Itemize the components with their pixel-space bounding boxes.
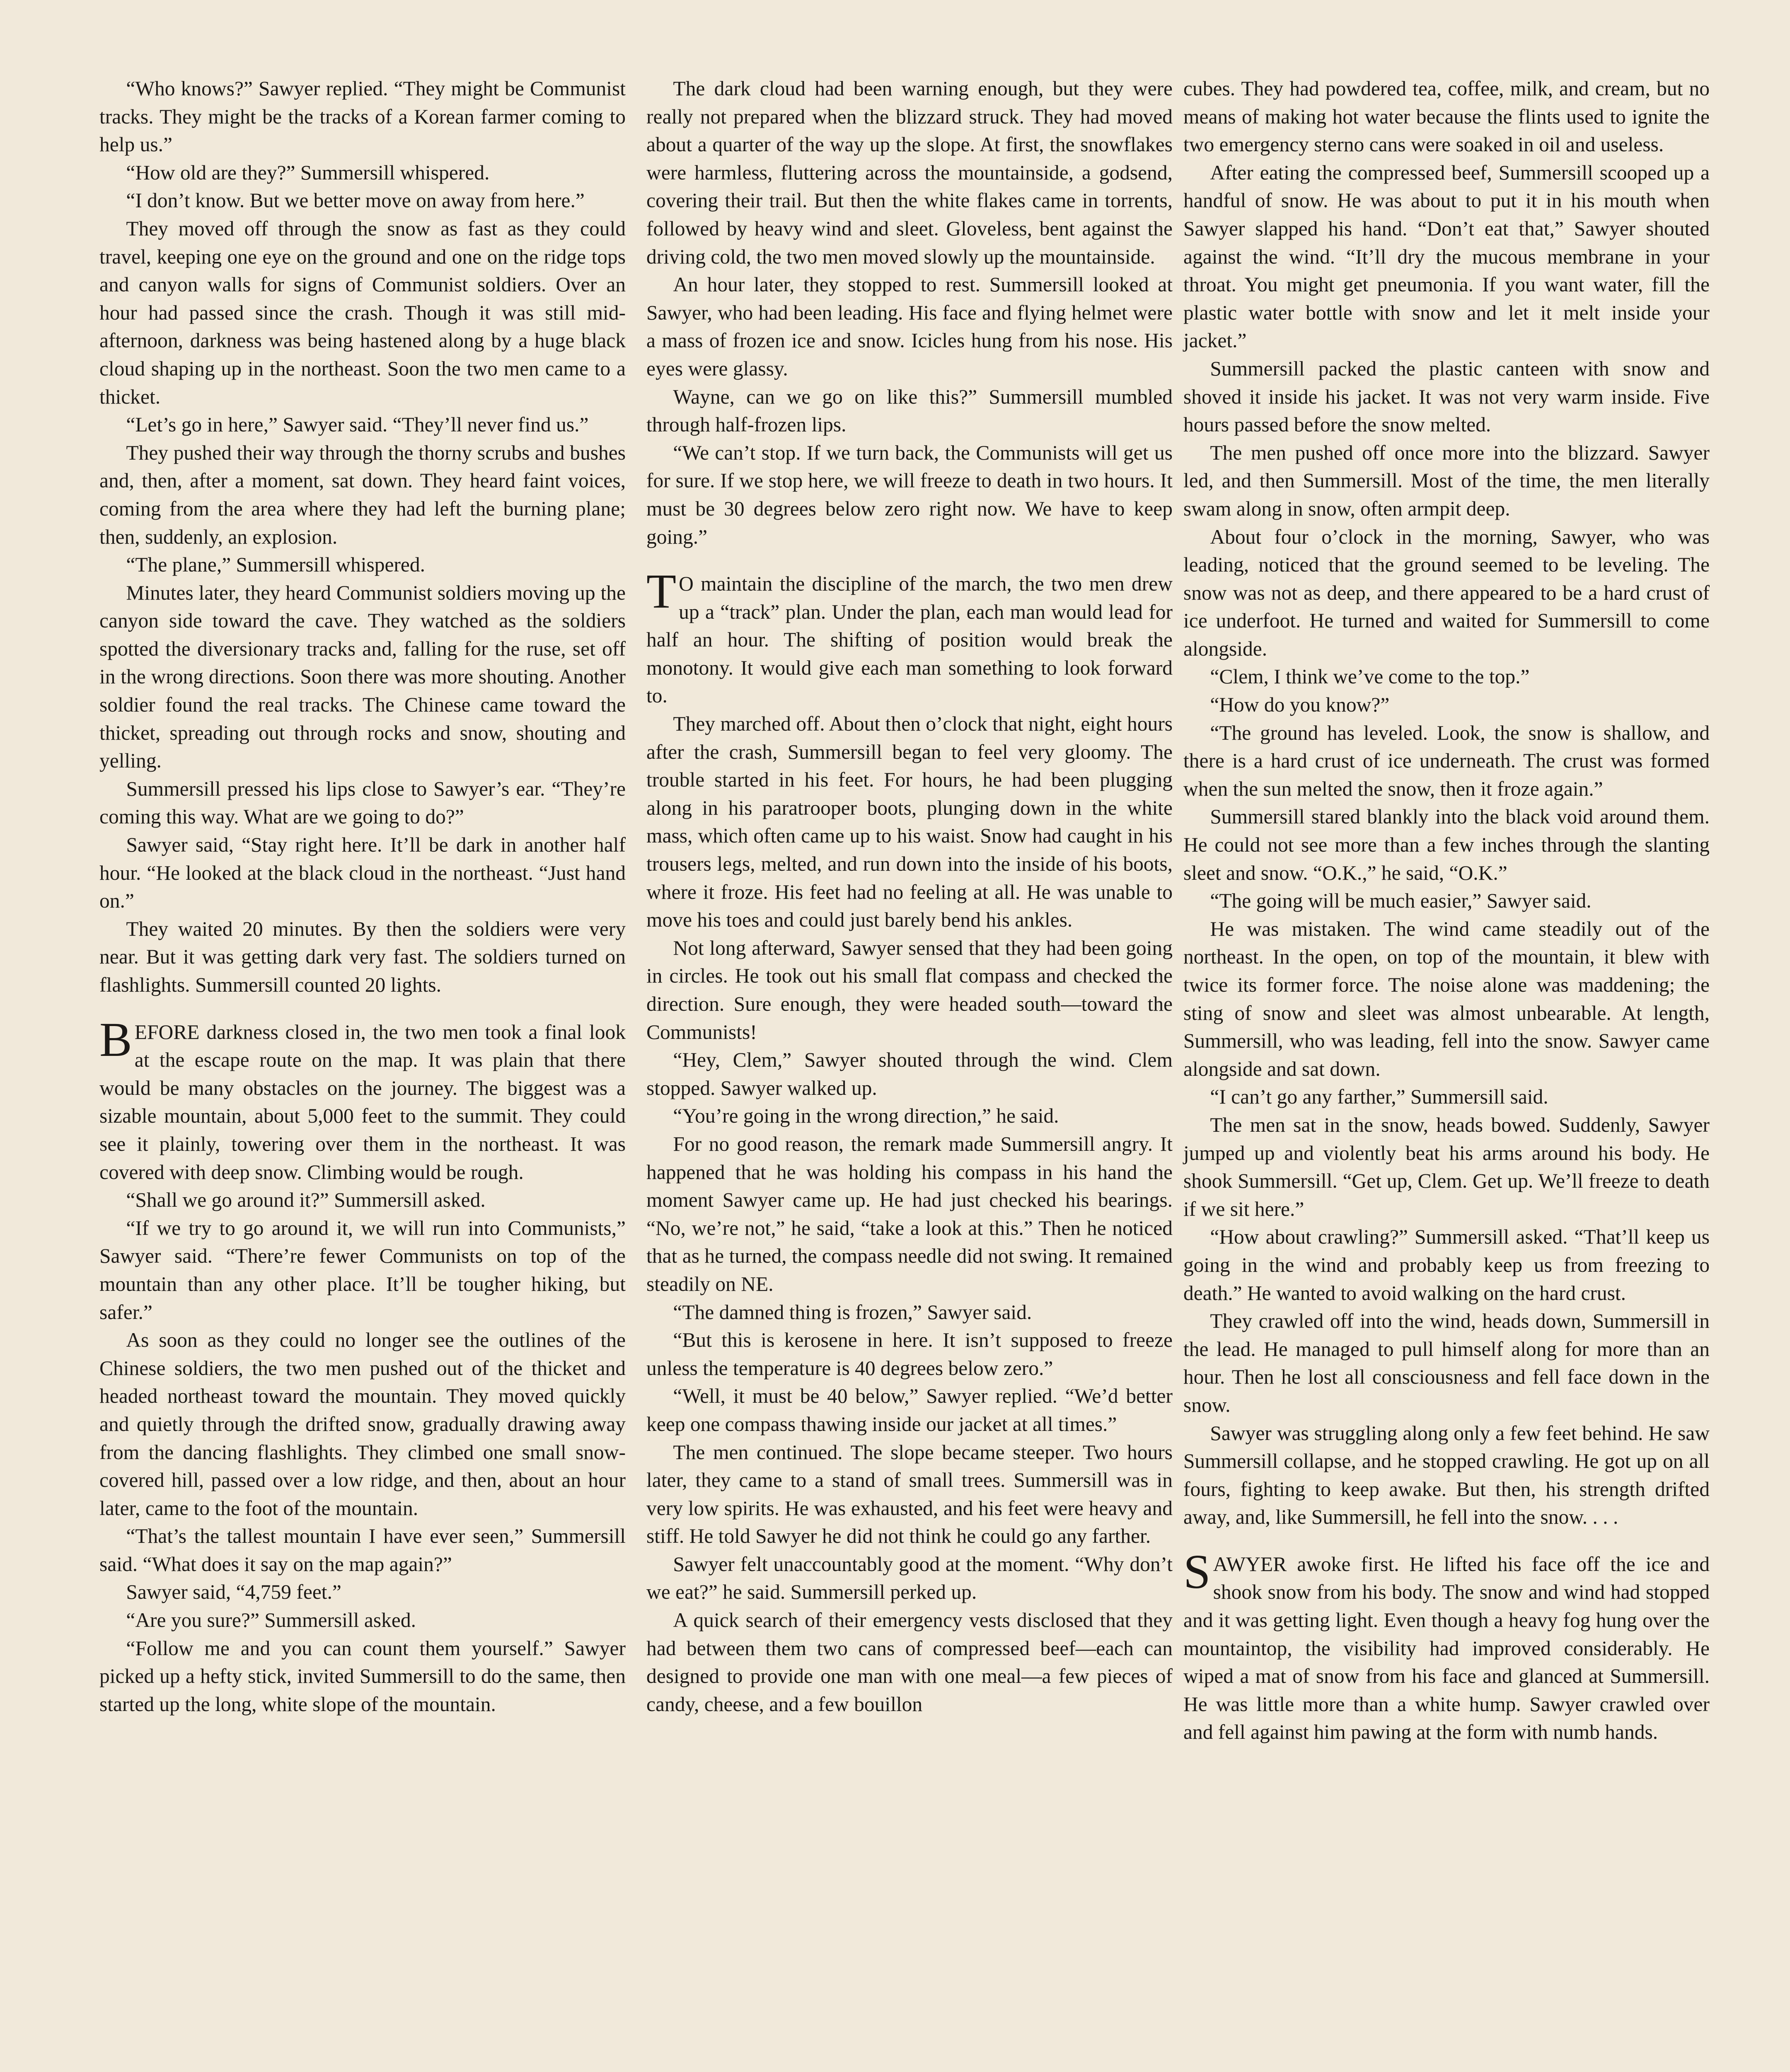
- paragraph: For no good reason, the remark made Summersill angry. It happened that he was holding his compass in his hand the moment Sawyer came up. He had just checked his bearings. “No, we’re not,” he said, “take a look at this.” Then he noticed that as he turned, the compass needle did not swing. It remained steadily on NE.: [646, 1132, 1173, 1295]
- paragraph: About four o’clock in the morning, Sawyer, who was leading, noticed that the ground seemed to be leveling. The snow was not as deep, and there appeared to be a hard crust of ice underfoot. He turned and waited for Summersill to come alongside.: [1183, 525, 1710, 660]
- drop-cap: T: [646, 564, 677, 619]
- paragraph: Summersill stared blankly into the black void around them. He could not see more than a few inches through the slanting sleet and snow. “O.K.,” he said, “O.K.”: [1183, 805, 1710, 884]
- paragraph: “But this is kerosene in here. It isn’t supposed to freeze unless the temperature is 40 degrees below zero.”: [646, 1329, 1173, 1380]
- paragraph: “Let’s go in here,” Sawyer said. “They’ll never find us.”: [126, 413, 589, 436]
- paragraph: Summersill packed the plastic canteen with snow and shoved it inside his jacket. It was not very warm inside. Five hours passed before the snow melted.: [1183, 357, 1710, 436]
- text-column-1: [99, 75, 626, 1718]
- section-opening-text: O maintain the discipline of the march, the two men drew up a “track” plan. Under the plan, each man would lead for half an hour. The shifting of position would break the monotony. It would give each man something to look forward to.: [646, 572, 1173, 707]
- paragraph: A quick search of their emergency vests disclosed that they had between them two cans of compressed beef—each can designed to provide one man with one meal—a few pieces of candy, cheese, and a few bouillon: [646, 1609, 1173, 1716]
- section-opening-paragraph: [646, 564, 1173, 710]
- paragraph: Sawyer felt unaccountably good at the moment. “Why don’t we eat?” he said. Summersill perked up.: [646, 1552, 1173, 1604]
- paragraph: Summersill pressed his lips close to Sawyer’s ear. “They’re coming this way. What are we going to do?”: [99, 777, 626, 828]
- paragraph: “Clem, I think we’ve come to the top.”: [1210, 665, 1530, 688]
- paragraph: “That’s the tallest mountain I have ever seen,” Summersill said. “What does it say on the map again?”: [99, 1525, 626, 1576]
- paragraph: Sawyer was struggling along only a few feet behind. He saw Summersill collapse, and he stopped crawling. He got up on all fours, fighting to keep awake. But then, his strength drifted away, and, like Summersill, he fell into the snow. . . .: [1183, 1421, 1710, 1529]
- paragraph: “Well, it must be 40 below,” Sawyer replied. “We’d better keep one compass thawing inside our jacket at all times.”: [646, 1385, 1173, 1435]
- paragraph: As soon as they could no longer see the outlines of the Chinese soldiers, the two men pushed out of the thicket and headed northeast toward the mountain. They moved quickly and quietly through the drifted snow, gradually drawing away from the dancing flashlights. They climbed one small snow-covered hill, passed over a low ridge, and then, about an hour later, came to the foot of the mountain.: [99, 1329, 626, 1520]
- paragraph: “I don’t know. But we better move on away from here.”: [126, 189, 585, 212]
- paragraph: The men pushed off once more into the blizzard. Sawyer led, and then Summersill. Most of the time, the men literally swam along in snow, often armpit deep.: [1183, 441, 1710, 520]
- paragraph: The men sat in the snow, heads bowed. Suddenly, Sawyer jumped up and violently beat his arms around his body. He shook Summersill. “Get up, Clem. Get up. We’ll freeze to death if we sit here.”: [1183, 1113, 1710, 1220]
- paragraph: “The plane,” Summersill whispered.: [126, 553, 426, 576]
- paragraph: Not long afterward, Sawyer sensed that they had been going in circles. He took out his small flat compass and checked the direction. Sure enough, they were headed south—toward the Communists!: [646, 936, 1173, 1043]
- paragraph: An hour later, they stopped to rest. Summersill looked at Sawyer, who had been leading. His face and flying helmet were a mass of frozen ice and snow. Icicles hung from his nose. His eyes were glassy.: [646, 273, 1173, 380]
- paragraph: “Who knows?” Sawyer replied. “They might be Communist tracks. They might be the tracks of a Korean farmer coming to help us.”: [99, 77, 626, 156]
- paragraph: “We can’t stop. If we turn back, the Communists will get us for sure. If we stop here, we will freeze to death in two hours. It must be 30 degrees below zero right now. We have to keep going.”: [646, 441, 1173, 548]
- section-opening-paragraph: [1183, 1544, 1710, 1746]
- paragraph: “You’re going in the wrong direction,” he said.: [673, 1104, 1059, 1128]
- paragraph: After eating the compressed beef, Summersill scooped up a handful of snow. He was about to put it in his mouth when Sawyer slapped his hand. “Don’t eat that,” Sawyer shouted against the wind. “It’ll dry the mucous membrane in your throat. You might get pneumonia. If you want water, fill the plastic water bottle with snow and let it melt inside your jacket.”: [1183, 161, 1710, 352]
- paragraph: “Follow me and you can count them yourself.” Sawyer picked up a hefty stick, invited Summersill to do the same, then started up the long, white slope of the mountain.: [99, 1636, 626, 1716]
- paragraph: Sawyer said, “Stay right here. It’ll be dark in another half hour. “He looked at the black cloud in the northeast. “Just hand on.”: [99, 833, 626, 913]
- paragraph: “Shall we go around it?” Summersill asked.: [126, 1188, 486, 1212]
- paragraph: They crawled off into the wind, heads down, Summersill in the lead. He managed to pull himself along for more than an hour. Then he lost all consciousness and fell face down in the snow.: [1183, 1310, 1710, 1416]
- paragraph: Minutes later, they heard Communist soldiers moving up the canyon side toward the cave. They watched as the soldiers spotted the diversionary tracks and, falling for the ruse, set off in the wrong directions. Soon there was more shouting. Another soldier found the real tracks. The Chinese came toward the thicket, spreading out through rocks and snow, shouting and yelling.: [99, 581, 626, 772]
- paragraph: “How old are they?” Summersill whispered.: [126, 161, 490, 184]
- paragraph: They marched off. About then o’clock that night, eight hours after the crash, Summersill began to feel very gloomy. The trouble started in his feet. For hours, he had been plugging along in his paratrooper boots, plunging down in the white mass, which often came up to his waist. Snow had caught in his trousers legs, melted, and run down into the inside of his boots, where it froze. His feet had no feeling at all. He was unable to move his toes and could just barely bend his ankles.: [646, 712, 1173, 932]
- paragraph: He was mistaken. The wind came steadily out of the northeast. In the open, on top of the mountain, it blew with twice its former force. The noise alone was maddening; the sting of snow and sleet was almost unbearable. At length, Summersill, who was leading, fell into the snow. Sawyer came alongside and sat down.: [1183, 917, 1710, 1080]
- paragraph: Wayne, can we go on like this?” Summersill mumbled through half-frozen lips.: [646, 385, 1173, 436]
- paragraph: “The ground has leveled. Look, the snow is shallow, and there is a hard crust of ice underneath. The crust was formed when the sun melted the snow, then it froze again.”: [1183, 721, 1710, 800]
- paragraph: They moved off through the snow as fast as they could travel, keeping one eye on the ground and one on the ridge tops and canyon walls for signs of Communist soldiers. Over an hour had passed since the crash. Though it was still mid-afternoon, darkness was being hastened along by a huge black cloud shaping up in the northeast. Soon the two men came to a thicket.: [99, 217, 626, 408]
- paragraph: They waited 20 minutes. By then the soldiers were very near. But it was getting dark very fast. The soldiers turned on flashlights. Summersill counted 20 lights.: [99, 917, 626, 996]
- paragraph: cubes. They had powdered tea, coffee, milk, and cream, but no means of making hot water because the flints used to ignite the two emergency sterno cans were soaked in oil and useless.: [1183, 77, 1710, 156]
- paragraph: They pushed their way through the thorny scrubs and bushes and, then, after a moment, sat down. They heard faint voices, coming from the area where they had left the burning plane; then, suddenly, an explosion.: [99, 441, 626, 548]
- paragraph: “How do you know?”: [1210, 693, 1390, 716]
- section-opening-paragraph: [99, 1012, 626, 1186]
- drop-cap: B: [99, 1012, 132, 1067]
- paragraph: Sawyer said, “4,759 feet.”: [126, 1581, 341, 1604]
- text-column-2: [646, 75, 1173, 1718]
- paragraph: “The going will be much easier,” Sawyer said.: [1210, 889, 1592, 913]
- paragraph: “The damned thing is frozen,” Sawyer said.: [673, 1300, 1032, 1324]
- paragraph: “How about crawling?” Summersill asked. “That’ll keep us going in the wind and probably keep us from freezing to death.” He wanted to avoid walking on the hard crust.: [1183, 1225, 1710, 1305]
- paragraph: “If we try to go around it, we will run into Communists,” Sawyer said. “There’re fewer Communists on top of the mountain than any other place. It’ll be tougher hiking, but safer.”: [99, 1216, 626, 1324]
- paragraph: “Are you sure?” Summersill asked.: [126, 1609, 416, 1632]
- section-opening-text: AWYER awoke first. He lifted his face off the ice and shook snow from his body. The snow and wind had stopped and it was getting light. Even though a heavy fog hung over the mountaintop, the visibility had improved considerably. He wiped a mat of snow from his face and glanced at Summersill. He was little more than a white hump. Sawyer crawled over and fell against him pawing at the form with numb hands.: [1183, 1552, 1710, 1744]
- paragraph: The dark cloud had been warning enough, but they were really not prepared when the blizzard struck. They had moved about a quarter of the way up the slope. At first, the snowflakes were harmless, fluttering across the mountainside, a godsend, covering their trail. But then the white flakes came in torrents, followed by heavy wind and sleet. Gloveless, bent against the driving cold, the two men moved slowly up the mountainside.: [646, 77, 1173, 268]
- paragraph: The men continued. The slope became steeper. Two hours later, they came to a stand of small trees. Summersill was in very low spirits. He was exhausted, and his feet were heavy and stiff. He told Sawyer he did not think he could go any farther.: [646, 1440, 1173, 1548]
- paragraph: “I can’t go any farther,” Summersill said.: [1210, 1085, 1548, 1109]
- section-opening-text: EFORE darkness closed in, the two men took a final look at the escape route on the map. It was plain that there would be many obstacles on the journey. The biggest was a sizable mountain, about 5,000 feet to the summit. They could see it plainly, towering over them in the northeast. It was covered with deep snow. Climbing would be rough.: [99, 1020, 626, 1184]
- paragraph: “Hey, Clem,” Sawyer shouted through the wind. Clem stopped. Sawyer walked up.: [646, 1048, 1173, 1099]
- text-column-3: [1183, 75, 1710, 1746]
- drop-cap: S: [1183, 1544, 1211, 1599]
